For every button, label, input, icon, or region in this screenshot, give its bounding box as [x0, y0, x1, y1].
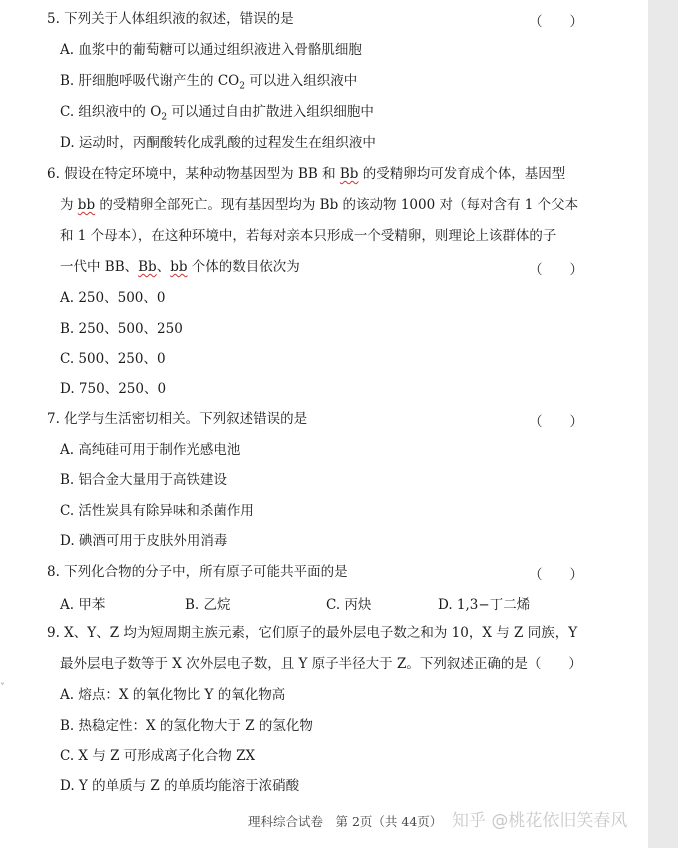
q5-stem: 5. 下列关于人体组织液的叙述，错误的是	[47, 11, 294, 27]
q8-option-a: A. 甲苯	[60, 597, 106, 613]
q6-stem-line1: 6. 假设在特定环境中，某种动物基因型为 BB 和 Bb 的受精卵均可发育成个体，基因型	[47, 166, 566, 182]
q6-option-b: B. 250、500、250	[60, 321, 183, 337]
q9-option-c: C. X 与 Z 可形成离子化合物 ZX	[60, 748, 256, 764]
q8-option-d: D. 1,3−丁二烯	[438, 597, 531, 613]
q6-stem-line4: 一代中 BB、Bb、bb 个体的数目依次为	[60, 259, 300, 275]
q8-option-c: C. 丙炔	[326, 597, 372, 613]
q7-answer-paren: （ ）	[529, 414, 583, 430]
q7-option-b: B. 铝合金大量用于高铁建设	[60, 472, 228, 488]
q7-option-a: A. 高纯硅可用于制作光感电池	[60, 442, 241, 458]
q9-option-a: A. 熔点：X 的氧化物比 Y 的氧化物高	[60, 687, 286, 703]
q8-option-b: B. 乙烷	[185, 597, 231, 613]
q5-option-a: A. 血浆中的葡萄糖可以通过组织液进入骨骼肌细胞	[60, 42, 362, 58]
q5-option-b: B. 肝细胞呼吸代谢产生的 $CO_2$ 可以进入组织液中	[60, 73, 358, 92]
q5-answer-paren: （ ）	[529, 14, 583, 30]
q9-stem-line2: 最外层电子数等于 X 次外层电子数，且 Y 原子半径大于 Z。下列叙述正确的是（ ）	[60, 656, 582, 672]
q8-stem: 8. 下列化合物的分子中，所有原子可能共平面的是	[47, 564, 348, 580]
q7-option-d: D. 碘酒可用于皮肤外用消毒	[60, 533, 228, 549]
q8-answer-paren: （ ）	[529, 567, 583, 583]
page-footer: 理科综合试卷 第 2页（共 44页）	[248, 814, 443, 829]
q6-option-c: C. 500、250、0	[60, 351, 166, 367]
q6-stem-line3: 和 1 个母本），在这种环境中，若每对亲本只形成一个受精卵，则理论上该群体的子	[60, 228, 557, 244]
q7-stem: 7. 化学与生活密切相关。下列叙述错误的是	[47, 411, 308, 427]
q9-option-d: D. Y 的单质与 Z 的单质均能溶于浓硝酸	[60, 778, 300, 794]
q9-stem-line1: 9. X、Y、Z 均为短周期主族元素，它们原子的最外层电子数之和为 10，X 与 Z 同族，Y	[47, 625, 578, 641]
page-right-margin	[648, 0, 678, 848]
q9-option-b: B. 热稳定性：X 的氢化物大于 Z 的氢化物	[60, 718, 313, 734]
watermark: 知乎 @桃花依旧笑春风	[452, 811, 628, 831]
q6-option-d: D. 750、250、0	[60, 381, 167, 397]
q6-answer-paren: （ ）	[529, 262, 583, 278]
margin-mark: ˇ	[0, 683, 5, 694]
q6-stem-line2: 为 bb 的受精卵全部死亡。现有基因型均为 Bb 的该动物 1000 对（每对含有 1 个父本	[60, 197, 579, 213]
q5-option-d: D. 运动时，丙酮酸转化成乳酸的过程发生在组织液中	[60, 135, 376, 151]
q6-option-a: A. 250、500、0	[60, 290, 166, 306]
q7-option-c: C. 活性炭具有除异味和杀菌作用	[60, 503, 254, 519]
q5-option-c: C. 组织液中的 $O_2$ 可以通过自由扩散进入组织细胞中	[60, 104, 374, 123]
